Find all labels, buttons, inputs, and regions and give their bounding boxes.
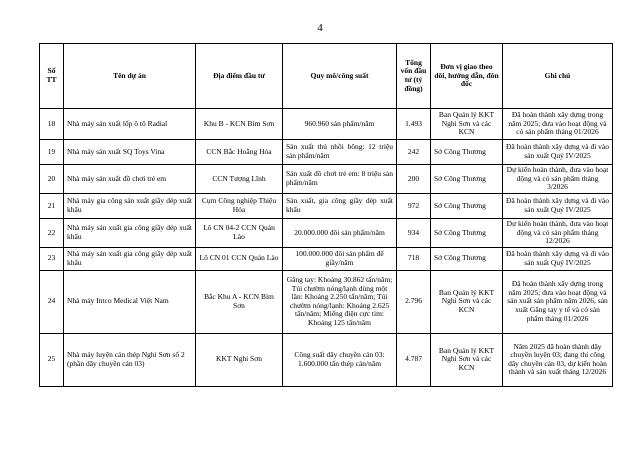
table-row xyxy=(40,333,613,386)
cell-scale: Công suất dây chuyền cán 03: 1.600.000 tấn thép cán/năm xyxy=(283,333,397,386)
cell-stt: 22 xyxy=(40,218,64,247)
header-row xyxy=(40,44,613,109)
header-scale: Quy mô/công suất xyxy=(283,44,397,109)
cell-project: Nhà máy sản xuất gia công giầy dép xuất khẩu xyxy=(64,247,196,270)
cell-capital: 242 xyxy=(397,140,431,165)
cell-note: Đã hoàn thành xây dựng trong năm 2025; đưa vào hoạt động và sản xuất sản phẩm năm 2026, sản xuất Găng tay y tế và có sản phẩm tháng 01/2026 xyxy=(503,270,613,333)
table-row xyxy=(40,218,613,247)
cell-location: Khu B - KCN Bỉm Sơn xyxy=(196,109,283,140)
cell-scale: Sản xuất đồ chơi trẻ em: 8 triệu sản phẩm/năm xyxy=(283,165,397,194)
cell-location: Bắc Khu A - KCN Bỉm Sơn xyxy=(196,270,283,333)
cell-capital: 200 xyxy=(397,165,431,194)
cell-capital: 718 xyxy=(397,247,431,270)
cell-note: Đã hoàn thành xây dựng và đi vào sản xuất Quý IV/2025 xyxy=(503,247,613,270)
cell-scale: Sản xuất thú nhồi bông: 12 triệu sản phẩm/năm xyxy=(283,140,397,165)
cell-location: Lô CN 04-2 CCN Quản Lào xyxy=(196,218,283,247)
cell-note: Đã hoàn thành xây dựng và đi vào sản xuất Quý IV/2025 xyxy=(503,140,613,165)
cell-agency: Sở Công Thương xyxy=(431,165,503,194)
cell-capital: 4.787 xyxy=(397,333,431,386)
cell-location: CCN Tượng Lĩnh xyxy=(196,165,283,194)
cell-capital: 2.796 xyxy=(397,270,431,333)
header-note: Ghi chú xyxy=(503,44,613,109)
cell-scale: 960.960 sản phẩm/năm xyxy=(283,109,397,140)
cell-capital: 972 xyxy=(397,193,431,218)
cell-project: Nhà máy sản xuất gia công giầy dép xuất khẩu xyxy=(64,218,196,247)
table-row xyxy=(40,109,613,140)
header-location: Địa điểm đầu tư xyxy=(196,44,283,109)
cell-stt: 20 xyxy=(40,165,64,194)
cell-note: Đã hoàn thành xây dựng trong năm 2025; đưa vào hoạt động và có sản phẩm tháng 01/2026 xyxy=(503,109,613,140)
cell-agency: Ban Quản lý KKT Nghi Sơn và các KCN xyxy=(431,109,503,140)
cell-agency: Sở Công Thương xyxy=(431,140,503,165)
cell-scale: 100.000.000 đôi sản phẩm để giầy/năm xyxy=(283,247,397,270)
cell-agency: Sở Công Thương xyxy=(431,247,503,270)
table-row xyxy=(40,165,613,194)
cell-stt: 23 xyxy=(40,247,64,270)
cell-stt: 21 xyxy=(40,193,64,218)
cell-location: Cụm Công nghiệp Thiệu Hóa xyxy=(196,193,283,218)
table-row xyxy=(40,193,613,218)
cell-project: Nhà máy sản xuất SQ Toys Vina xyxy=(64,140,196,165)
cell-location: CCN Bắc Hoằng Hóa xyxy=(196,140,283,165)
cell-location: KKT Nghi Sơn xyxy=(196,333,283,386)
cell-note: Năm 2025 đã hoàn thành dây chuyền luyện 03; đang thi công dây chuyền cán 03, dự kiến hoàn thành và sản xuất tháng 12/2026 xyxy=(503,333,613,386)
page-number: 4 xyxy=(317,22,323,34)
cell-note: Dự kiến hoàn thành, đưa vào hoạt động và có sản phẩm tháng 12/2026 xyxy=(503,218,613,247)
cell-location: Lô CN 01 CCN Quản Lào xyxy=(196,247,283,270)
cell-scale: 20.000.000 đôi sản phẩm/năm xyxy=(283,218,397,247)
header-project: Tên dự án xyxy=(64,44,196,109)
table-row xyxy=(40,247,613,270)
projects-table xyxy=(39,43,613,387)
cell-project: Nhà máy Intco Medical Việt Nam xyxy=(64,270,196,333)
cell-agency: Sở Công Thương xyxy=(431,193,503,218)
table-row xyxy=(40,270,613,333)
cell-note: Dự kiến hoàn thành, đưa vào hoạt động và có sản phẩm tháng 3/2026 xyxy=(503,165,613,194)
cell-stt: 25 xyxy=(40,333,64,386)
cell-note: Đã hoàn thành xây dựng và đi vào sản xuất Quý IV/2025 xyxy=(503,193,613,218)
header-capital: Tổng vốn đầu tư (tỷ đồng) xyxy=(397,44,431,109)
cell-capital: 1.493 xyxy=(397,109,431,140)
table-row xyxy=(40,140,613,165)
cell-agency: Ban Quản lý KKT Nghi Sơn và các KCN xyxy=(431,333,503,386)
cell-project: Nhà máy sản xuất lốp ô tô Radial xyxy=(64,109,196,140)
cell-project: Nhà máy gia công sản xuất giầy dép xuất khẩu xyxy=(64,193,196,218)
cell-stt: 24 xyxy=(40,270,64,333)
cell-scale: Sản xuất, gia công giầy dép xuất khẩu xyxy=(283,193,397,218)
header-agency: Đơn vị giao theo dõi, hướng dẫn, đôn đốc xyxy=(431,44,503,109)
cell-project: Nhà máy sản xuất đồ chơi trẻ em xyxy=(64,165,196,194)
cell-scale: Găng tay: Khoảng 30.862 tấn/năm; Túi chườm nóng/lạnh dùng một lần: Khoảng 2.250 tấn/năm; Túi chườm nóng/lạnh: Khoảng 2.625 tấn/năm; Miếng điện cực tim: Khoảng 125 tấn/năm xyxy=(283,270,397,333)
cell-stt: 19 xyxy=(40,140,64,165)
cell-stt: 18 xyxy=(40,109,64,140)
header-stt: Số TT xyxy=(40,44,64,109)
cell-project: Nhà máy luyện cán thép Nghi Sơn số 2 (phần dây chuyền cán 03) xyxy=(64,333,196,386)
cell-agency: Sở Công Thương xyxy=(431,218,503,247)
cell-agency: Ban Quản lý KKT Nghi Sơn và các KCN xyxy=(431,270,503,333)
cell-capital: 934 xyxy=(397,218,431,247)
